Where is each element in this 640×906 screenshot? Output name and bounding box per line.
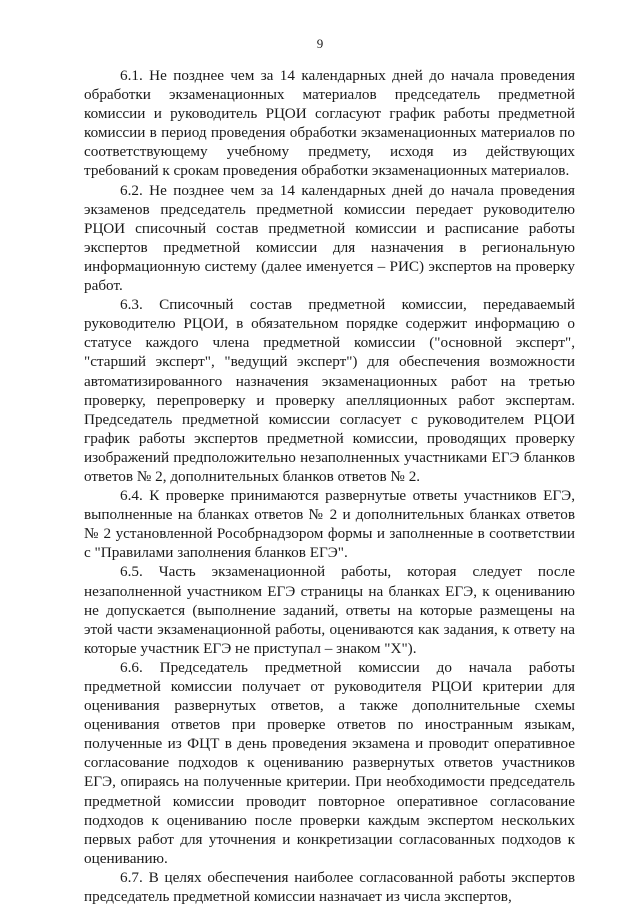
paragraph-6-5: 6.5. Часть экзаменационной работы, которая следует после незаполненной участником ЕГЭ страницы на бланках ЕГЭ, к оцениванию не допускается (выполнение заданий, ответы на которые размещены на этой части экзаменационной работы, оцениваются как задания, к ответу на которые участник ЕГЭ не приступал – знаком "X"). bbox=[84, 563, 575, 657]
paragraph-6-6: 6.6. Председатель предметной комиссии до начала работы предметной комиссии получает от руководителя РЦОИ критерии для оценивания развернутых ответов, а также дополнительные схемы оценивания ответов при проверке ответов по иностранным языкам, полученные из ФЦТ в день проведения экзамена и проводит оперативное согласование подходов к оцениванию развернутых ответов участников ЕГЭ, опираясь на полученные критерии. При необходимости председатель предметной комиссии проводит повторное оперативное согласование подходов к оцениванию после проверки каждым экспертом нескольких первых работ для уточнения и конкретизации согласованных подходов к оцениванию. bbox=[84, 658, 575, 867]
paragraph-6-3: 6.3. Списочный состав предметной комиссии, передаваемый руководителю РЦОИ, в обязательном порядке содержит информацию о статусе каждого члена предметной комиссии ("основной эксперт", "старший эксперт", "ведущий эксперт") для обеспечения возможности автоматизированного назначения экзаменационных работ на третью проверку, перепроверку и проверку апелляционных работ экспертам. Председатель предметной комиссии согласует с руководителем РЦОИ график работы экспертов предметной комиссии, проводящих проверку изображений предположительно незаполненных участниками ЕГЭ бланков ответов № 2, дополнительных бланков ответов № 2. bbox=[84, 296, 575, 485]
paragraph-6-2: 6.2. Не позднее чем за 14 календарных дней до начала проведения экзаменов председатель предметной комиссии передает руководителю РЦОИ списочный состав предметной комиссии и расписание работы экспертов предметной комиссии для назначения в региональную информационную систему (далее именуется – РИС) экспертов на проверку работ. bbox=[84, 181, 575, 295]
paragraph-6-7: 6.7. В целях обеспечения наиболее согласованной работы экспертов председатель предметной комиссии назначает из числа экспертов, bbox=[84, 868, 575, 906]
page-number: 9 bbox=[316, 36, 324, 51]
paragraph-6-4: 6.4. К проверке принимаются развернутые ответы участников ЕГЭ, выполненные на бланках ответов № 2 и дополнительных бланках ответов № 2 установленной Рособрнадзором формы и заполненные в соответствии с "Правилами заполнения бланков ЕГЭ". bbox=[84, 487, 575, 562]
document-body bbox=[84, 66, 575, 906]
paragraph-6-1: 6.1. Не позднее чем за 14 календарных дней до начала проведения обработки экзаменационных материалов председатель предметной комиссии и руководитель РЦОИ согласуют график работы предметной комиссии в период проведения обработки экзаменационных материалов по соответствующему учебному предмету, исходя из действующих требований к срокам проведения обработки экзаменационных материалов. bbox=[84, 67, 575, 180]
